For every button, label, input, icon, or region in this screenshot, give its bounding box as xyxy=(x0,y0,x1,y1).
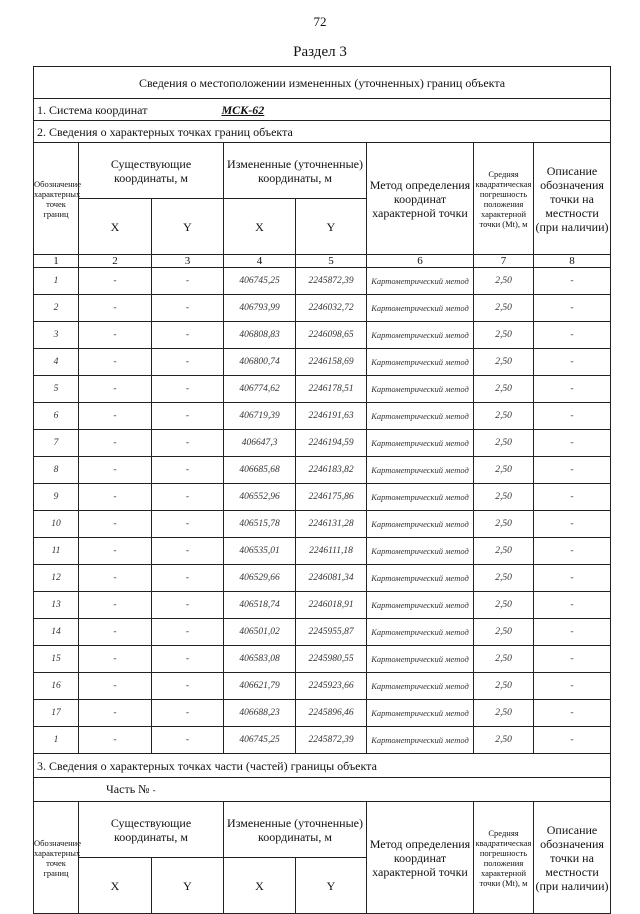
existing-x: - xyxy=(79,727,152,754)
changed-x: 406774,62 xyxy=(224,376,296,403)
table-row xyxy=(34,646,611,673)
changed-y: 2246183,82 xyxy=(296,457,367,484)
method: Картометрический метод xyxy=(367,268,474,295)
table-row xyxy=(34,592,611,619)
existing-y: - xyxy=(152,538,224,565)
header-description: Описание обозначения точки на местности (при наличии) xyxy=(534,143,611,255)
existing-x: - xyxy=(79,349,152,376)
point-id: 10 xyxy=(34,511,79,538)
existing-y: - xyxy=(152,511,224,538)
column-number-row xyxy=(34,255,611,268)
header-changed-2: Измененные (уточненные) координаты, м xyxy=(224,802,367,858)
error-mt: 2,50 xyxy=(474,727,534,754)
table-row xyxy=(34,619,611,646)
method: Картометрический метод xyxy=(367,322,474,349)
changed-x: 406688,23 xyxy=(224,700,296,727)
method: Картометрический метод xyxy=(367,511,474,538)
point-description: - xyxy=(534,592,611,619)
error-mt: 2,50 xyxy=(474,592,534,619)
method: Картометрический метод xyxy=(367,376,474,403)
header-error-2: Средняя квадратическая погрешность положения характерной точки (Mt), м xyxy=(474,802,534,914)
method: Картометрический метод xyxy=(367,349,474,376)
header-error: Средняя квадратическая погрешность положения характерной точки (Mt), м xyxy=(474,143,534,255)
header-existing-2: Существующие координаты, м xyxy=(79,802,224,858)
changed-y: 2246175,86 xyxy=(296,484,367,511)
method: Картометрический метод xyxy=(367,457,474,484)
point-description: - xyxy=(534,376,611,403)
changed-y: 2246194,59 xyxy=(296,430,367,457)
parts-section-label: 3. Сведения о характерных точках части (частей) границы объекта xyxy=(34,754,611,778)
point-id: 11 xyxy=(34,538,79,565)
part-label: Часть № xyxy=(106,782,150,796)
column-number: 2 xyxy=(79,255,152,268)
existing-x: - xyxy=(79,430,152,457)
coordinate-system-row xyxy=(34,99,611,121)
table-row xyxy=(34,268,611,295)
error-mt: 2,50 xyxy=(474,349,534,376)
header-method: Метод определения координат характерной точки xyxy=(367,143,474,255)
part-number-row xyxy=(34,778,611,802)
table-row xyxy=(34,376,611,403)
changed-x: 406800,74 xyxy=(224,349,296,376)
existing-x: - xyxy=(79,673,152,700)
header-existing-y: Y xyxy=(152,199,224,255)
point-description: - xyxy=(534,295,611,322)
changed-x: 406501,02 xyxy=(224,619,296,646)
point-description: - xyxy=(534,430,611,457)
existing-x: - xyxy=(79,619,152,646)
point-id: 3 xyxy=(34,322,79,349)
error-mt: 2,50 xyxy=(474,619,534,646)
point-id: 14 xyxy=(34,619,79,646)
table-row xyxy=(34,349,611,376)
header-existing-x-2: X xyxy=(79,858,152,914)
point-description: - xyxy=(534,565,611,592)
table-row xyxy=(34,295,611,322)
existing-x: - xyxy=(79,295,152,322)
header-designation-2: Обозначение характерных точек границ xyxy=(34,802,79,914)
page-number: 72 xyxy=(313,14,327,29)
table-row xyxy=(34,430,611,457)
header-designation: Обозначение характерных точек границ xyxy=(34,143,79,255)
existing-x: - xyxy=(79,646,152,673)
header-changed-y-2: Y xyxy=(296,858,367,914)
error-mt: 2,50 xyxy=(474,322,534,349)
point-id: 8 xyxy=(34,457,79,484)
point-description: - xyxy=(534,646,611,673)
part-number-value: - xyxy=(152,785,156,795)
header-changed-x-2: X xyxy=(224,858,296,914)
error-mt: 2,50 xyxy=(474,511,534,538)
changed-x: 406529,66 xyxy=(224,565,296,592)
existing-x: - xyxy=(79,403,152,430)
table-row xyxy=(34,511,611,538)
changed-x: 406647,3 xyxy=(224,430,296,457)
changed-y: 2246178,51 xyxy=(296,376,367,403)
point-description: - xyxy=(534,403,611,430)
point-id: 12 xyxy=(34,565,79,592)
point-description: - xyxy=(534,457,611,484)
point-id: 1 xyxy=(34,727,79,754)
changed-x: 406583,08 xyxy=(224,646,296,673)
method: Картометрический метод xyxy=(367,673,474,700)
table-row xyxy=(34,322,611,349)
point-id: 15 xyxy=(34,646,79,673)
points-section-label: 2. Сведения о характерных точках границ объекта xyxy=(34,121,611,143)
header-method-2: Метод определения координат характерной точки xyxy=(367,802,474,914)
changed-x: 406535,01 xyxy=(224,538,296,565)
existing-y: - xyxy=(152,646,224,673)
header-existing-x: X xyxy=(79,199,152,255)
method: Картометрический метод xyxy=(367,430,474,457)
existing-y: - xyxy=(152,673,224,700)
point-description: - xyxy=(534,349,611,376)
method: Картометрический метод xyxy=(367,646,474,673)
existing-y: - xyxy=(152,700,224,727)
method: Картометрический метод xyxy=(367,565,474,592)
header-existing: Существующие координаты, м xyxy=(79,143,224,199)
error-mt: 2,50 xyxy=(474,403,534,430)
table-row xyxy=(34,565,611,592)
point-id: 6 xyxy=(34,403,79,430)
points-table-body xyxy=(34,268,611,754)
changed-x: 406518,74 xyxy=(224,592,296,619)
changed-y: 2245923,66 xyxy=(296,673,367,700)
point-description: - xyxy=(534,268,611,295)
changed-x: 406719,39 xyxy=(224,403,296,430)
column-number: 8 xyxy=(534,255,611,268)
point-id: 17 xyxy=(34,700,79,727)
changed-x: 406515,78 xyxy=(224,511,296,538)
table-row xyxy=(34,700,611,727)
existing-y: - xyxy=(152,322,224,349)
changed-y: 2245980,55 xyxy=(296,646,367,673)
existing-y: - xyxy=(152,619,224,646)
error-mt: 2,50 xyxy=(474,538,534,565)
changed-y: 2245955,87 xyxy=(296,619,367,646)
table-caption: Сведения о местоположении измененных (уточненных) границ объекта xyxy=(34,67,611,99)
point-id: 7 xyxy=(34,430,79,457)
method: Картометрический метод xyxy=(367,619,474,646)
coordinate-system-label: 1. Система координат xyxy=(37,102,148,117)
point-description: - xyxy=(534,322,611,349)
error-mt: 2,50 xyxy=(474,457,534,484)
point-id: 5 xyxy=(34,376,79,403)
table-row xyxy=(34,457,611,484)
error-mt: 2,50 xyxy=(474,376,534,403)
existing-y: - xyxy=(152,430,224,457)
changed-y: 2245872,39 xyxy=(296,727,367,754)
changed-y: 2246191,63 xyxy=(296,403,367,430)
existing-y: - xyxy=(152,484,224,511)
header-existing-y-2: Y xyxy=(152,858,224,914)
point-description: - xyxy=(534,619,611,646)
point-id: 2 xyxy=(34,295,79,322)
existing-y: - xyxy=(152,457,224,484)
changed-x: 406793,99 xyxy=(224,295,296,322)
changed-x: 406552,96 xyxy=(224,484,296,511)
column-number: 4 xyxy=(224,255,296,268)
error-mt: 2,50 xyxy=(474,673,534,700)
column-number: 3 xyxy=(152,255,224,268)
changed-y: 2246081,34 xyxy=(296,565,367,592)
column-number: 5 xyxy=(296,255,367,268)
changed-x: 406808,83 xyxy=(224,322,296,349)
point-id: 1 xyxy=(34,268,79,295)
existing-x: - xyxy=(79,457,152,484)
point-id: 13 xyxy=(34,592,79,619)
method: Картометрический метод xyxy=(367,295,474,322)
changed-y: 2246111,18 xyxy=(296,538,367,565)
header-changed-x: X xyxy=(224,199,296,255)
point-description: - xyxy=(534,700,611,727)
point-id: 16 xyxy=(34,673,79,700)
header-description-2: Описание обозначения точки на местности (при наличии) xyxy=(534,802,611,914)
point-description: - xyxy=(534,727,611,754)
existing-x: - xyxy=(79,511,152,538)
existing-x: - xyxy=(79,538,152,565)
existing-y: - xyxy=(152,403,224,430)
changed-y: 2245872,39 xyxy=(296,268,367,295)
existing-y: - xyxy=(152,268,224,295)
table-row xyxy=(34,538,611,565)
existing-x: - xyxy=(79,565,152,592)
error-mt: 2,50 xyxy=(474,700,534,727)
existing-x: - xyxy=(79,700,152,727)
section-title: Раздел 3 xyxy=(293,44,347,60)
method: Картометрический метод xyxy=(367,700,474,727)
point-description: - xyxy=(534,538,611,565)
error-mt: 2,50 xyxy=(474,565,534,592)
existing-y: - xyxy=(152,295,224,322)
existing-x: - xyxy=(79,268,152,295)
point-description: - xyxy=(534,673,611,700)
error-mt: 2,50 xyxy=(474,430,534,457)
changed-x: 406745,25 xyxy=(224,727,296,754)
method: Картометрический метод xyxy=(367,592,474,619)
existing-y: - xyxy=(152,376,224,403)
table-row xyxy=(34,484,611,511)
existing-x: - xyxy=(79,322,152,349)
existing-x: - xyxy=(79,484,152,511)
changed-x: 406745,25 xyxy=(224,268,296,295)
changed-x: 406621,79 xyxy=(224,673,296,700)
boundary-table xyxy=(33,66,611,914)
existing-x: - xyxy=(79,376,152,403)
point-id: 4 xyxy=(34,349,79,376)
error-mt: 2,50 xyxy=(474,484,534,511)
error-mt: 2,50 xyxy=(474,646,534,673)
method: Картометрический метод xyxy=(367,538,474,565)
changed-x: 406685,68 xyxy=(224,457,296,484)
changed-y: 2246018,91 xyxy=(296,592,367,619)
existing-y: - xyxy=(152,349,224,376)
column-number: 7 xyxy=(474,255,534,268)
changed-y: 2246158,69 xyxy=(296,349,367,376)
method: Картометрический метод xyxy=(367,403,474,430)
method: Картометрический метод xyxy=(367,727,474,754)
existing-y: - xyxy=(152,592,224,619)
table-row xyxy=(34,727,611,754)
boundary-table-container xyxy=(33,66,610,893)
error-mt: 2,50 xyxy=(474,268,534,295)
changed-y: 2246032,72 xyxy=(296,295,367,322)
header-changed: Измененные (уточненные) координаты, м xyxy=(224,143,367,199)
table-row xyxy=(34,673,611,700)
column-number: 6 xyxy=(367,255,474,268)
point-description: - xyxy=(534,511,611,538)
error-mt: 2,50 xyxy=(474,295,534,322)
point-id: 9 xyxy=(34,484,79,511)
existing-y: - xyxy=(152,727,224,754)
changed-y: 2245896,46 xyxy=(296,700,367,727)
changed-y: 2246131,28 xyxy=(296,511,367,538)
column-number: 1 xyxy=(34,255,79,268)
coordinate-system-value: МСК-62 xyxy=(221,102,265,117)
table-row xyxy=(34,403,611,430)
method: Картометрический метод xyxy=(367,484,474,511)
point-description: - xyxy=(534,484,611,511)
header-changed-y: Y xyxy=(296,199,367,255)
changed-y: 2246098,65 xyxy=(296,322,367,349)
existing-y: - xyxy=(152,565,224,592)
existing-x: - xyxy=(79,592,152,619)
